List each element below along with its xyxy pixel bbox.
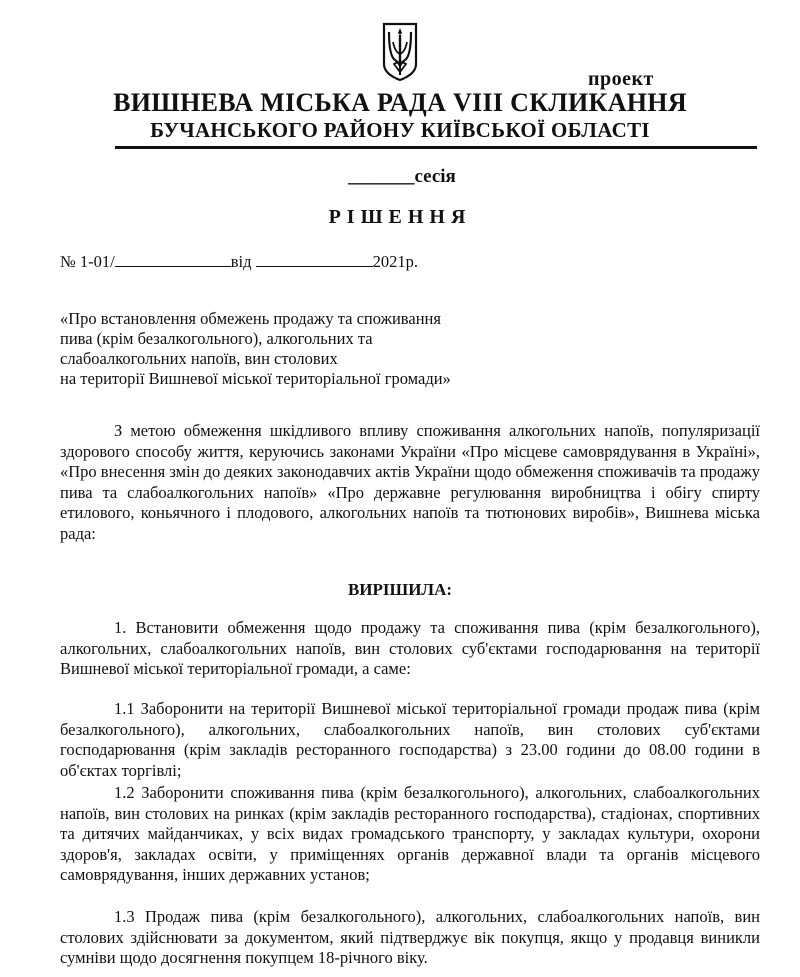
session-blank: _______ [348, 166, 415, 187]
resolution-item-1-3: 1.3 Продаж пива (крім безалкогольного), алкогольних, слабоалкогольних напоїв, вин столових здійснювати за документом, який підтверджує вік покупця, якщо у продавця виникли сумніви щодо досягнення покупцем 18-річного віку. [60, 907, 760, 967]
session-label: сесія [414, 166, 456, 187]
resolution-item-1-1: 1.1 Заборонити на території Вишневої міської територіальної громади продаж пива (крім безалкогольного), алкогольних, слабоалкогольних напоїв, вин столових суб'єктами господарювання (крім закладів ресторанного господарства) з 23.00 години до 08.00 години в об'єктах торгівлі; [60, 699, 760, 780]
decided-heading: ВИРІШИЛА: [347, 580, 453, 599]
decision-number-line [60, 251, 418, 272]
subject-line: пива (крім безалкогольного), алкогольних та [60, 329, 373, 348]
resolution-item-1-2: 1.2 Заборонити споживання пива (крім безалкогольного), алкогольних, слабоалкогольних напоїв, вин столових на ринках (крім закладів ресторанного господарства), стадіонах, спортивних та дитячих майданчиках, у всіх видах громадського транспорту, у закладах культури, охорони здоров'я, закладах освіти, у приміщеннях органів державної влади та органів місцевого самоврядування, інших державних установ; [60, 783, 760, 884]
council-region: БУЧАНСЬКОГО РАЙОНУ КИЇВСЬКОЇ ОБЛАСТІ [150, 118, 650, 142]
trident-emblem-icon [381, 20, 419, 82]
subject-line: слабоалкогольних напоїв, вин столових [60, 349, 338, 368]
subject-line: «Про встановлення обмежень продажу та споживання [60, 309, 441, 328]
subject-line: на території Вишневої міської територіальної громади» [60, 369, 451, 388]
council-name: ВИШНЕВА МІСЬКА РАДА VIII СКЛИКАННЯ [113, 88, 687, 117]
decision-date-blank [256, 251, 373, 267]
decision-date-label: від [230, 252, 252, 271]
draft-status-label: проект [588, 68, 654, 90]
header-divider [115, 146, 757, 149]
decision-number-blank [115, 251, 231, 267]
session-line [348, 166, 456, 188]
document-type-heading: РІШЕННЯ [328, 206, 472, 228]
preamble-paragraph: З метою обмеження шкідливого впливу споживання алкогольних напоїв, популяризації здорового способу життя, керуючись законами України «Про місцеве самоврядування в Україні», «Про внесення змін до деяких законодавчих актів України щодо обмеження споживачів та продажу пива та слабоалкогольних напоїв» «Про державне регулювання виробництва і обігу спирту етилового, коньячного і плодового, алкогольних напоїв та тютюнових виробів», Вишнева міська рада: [60, 421, 760, 543]
decision-subject [60, 309, 451, 389]
resolution-item-1: 1. Встановити обмеження щодо продажу та споживання пива (крім безалкогольного), алкогольних, слабоалкогольних напоїв, вин столових суб'єктами господарювання на території Вишневої міської територіальної громади, а саме: [60, 618, 760, 678]
decision-year: 2021р. [372, 252, 418, 271]
decision-number-prefix: № 1-01/ [60, 252, 115, 271]
